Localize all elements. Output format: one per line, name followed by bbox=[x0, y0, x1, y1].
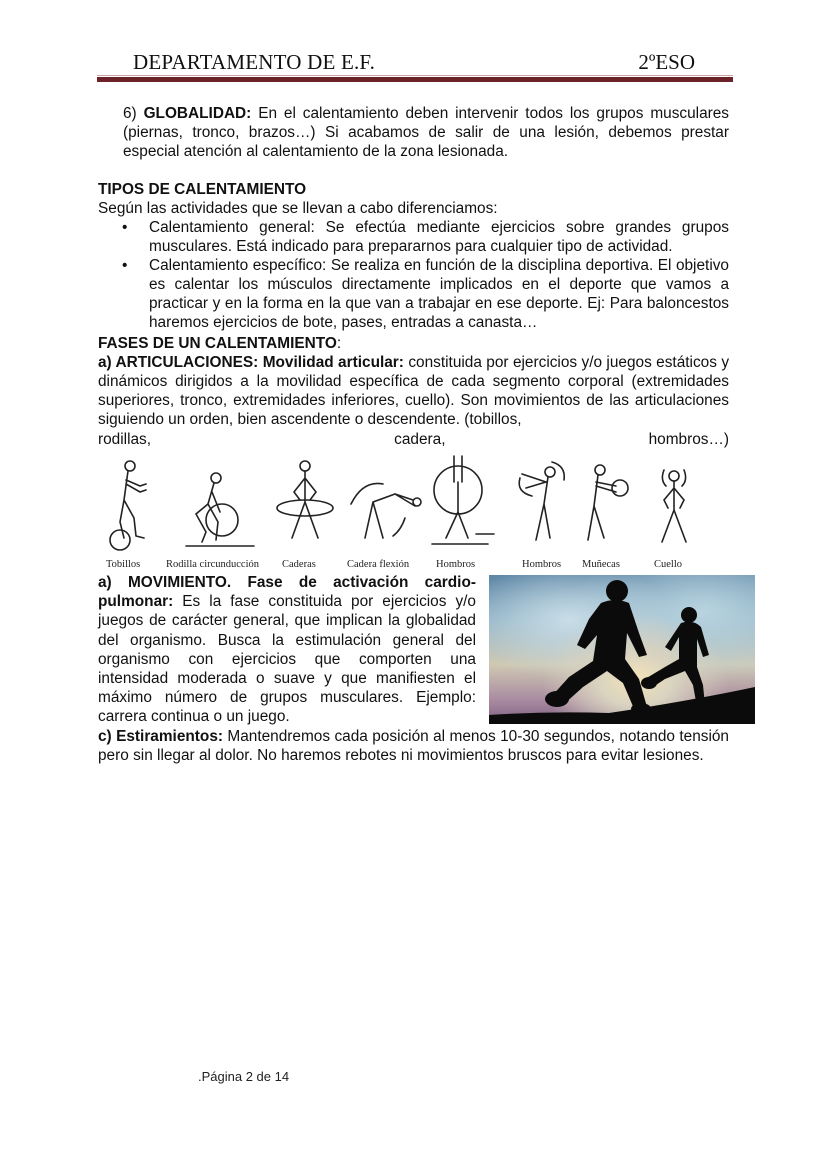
figure-hombros-2 bbox=[512, 452, 572, 574]
figure-cadera-flexion bbox=[343, 452, 423, 574]
word-rodillas: rodillas, bbox=[98, 431, 152, 448]
knee-circle-exercise-icon bbox=[166, 452, 266, 552]
shoulder-circle-exercise-icon bbox=[428, 452, 508, 552]
runners-photo bbox=[489, 575, 755, 724]
page-number: .Página 2 de 14 bbox=[198, 1069, 290, 1084]
movimiento-title: a) MOVIMIENTO. Fase de activación cardio-pulmonar: bbox=[98, 574, 476, 611]
word-cadera: cadera, bbox=[394, 431, 446, 448]
word-hombros: hombros…) bbox=[648, 431, 729, 448]
tipos-list bbox=[98, 218, 729, 332]
figure-label: Rodilla circunducción bbox=[166, 559, 260, 570]
estiramientos-title: c) Estiramientos: bbox=[98, 728, 223, 745]
figure-label: Tobillos bbox=[106, 559, 141, 570]
articulaciones-text: constituida por ejercicios y/o juegos estáticos y dinámicos dirigidos a la movilidad específica de cada segmento corporal (extremidades superiores, tronco, extremidades inferiores, cuello). Son movimientos de las articulaciones siguiendo un orden, bien ascendente o descendente. (tobillos, bbox=[98, 354, 730, 428]
figure-label: Cuello bbox=[654, 559, 682, 570]
list-item bbox=[98, 218, 729, 256]
fases-heading bbox=[98, 334, 341, 353]
figure-label: Hombros bbox=[436, 559, 476, 570]
hip-rotation-exercise-icon bbox=[270, 452, 340, 552]
articulaciones-title: a) ARTICULACIONES: Movilidad articular: bbox=[98, 354, 404, 371]
estiramientos-paragraph bbox=[98, 727, 729, 765]
movimiento-text: Es la fase constituida por ejercicios y/o juegos de carácter general, que implican la globalidad del organismo. Busca la estimulación general del organismo con ejercicios que comporten una intensidad moderada o suave y que manifiesten el máximo número de grupos musculares. Ejemplo: carrera continua o un juego. bbox=[98, 593, 476, 726]
hip-flexion-exercise-icon bbox=[343, 452, 423, 552]
shoulder-swing-exercise-icon bbox=[512, 452, 572, 552]
runners-silhouette-icon bbox=[489, 575, 755, 724]
tipos-intro: Según las actividades que se llevan a cabo diferenciamos: bbox=[98, 200, 498, 217]
globalidad-number: 6) bbox=[123, 105, 137, 122]
wrist-rotation-exercise-icon bbox=[576, 452, 636, 552]
figure-label: Hombros bbox=[522, 559, 562, 570]
list-item bbox=[98, 256, 729, 332]
header-divider bbox=[97, 77, 733, 82]
bullet-icon: • bbox=[122, 219, 128, 236]
figure-tobillos bbox=[100, 452, 150, 574]
neck-rotation-exercise-icon bbox=[646, 452, 706, 552]
ankle-exercise-icon bbox=[100, 452, 160, 552]
figure-label: Caderas bbox=[282, 559, 316, 570]
bullet-icon: • bbox=[122, 257, 128, 274]
page-header bbox=[97, 48, 733, 78]
figure-label: Muñecas bbox=[582, 559, 620, 570]
articulaciones-last-line bbox=[98, 430, 729, 449]
globalidad-paragraph bbox=[123, 104, 729, 161]
joint-mobility-figures bbox=[100, 452, 740, 574]
figure-hombros-1 bbox=[428, 452, 508, 574]
figure-label: Cadera flexión bbox=[347, 559, 410, 570]
estiramientos-text: Mantendremos cada posición al menos 10-30 segundos, notando tensión pero sin llegar al dolor. No haremos rebotes ni movimientos bruscos para evitar lesiones. bbox=[98, 728, 729, 764]
grade-label: 2ºESO bbox=[638, 50, 695, 74]
tipos-heading: TIPOS DE CALENTAMIENTO bbox=[98, 181, 307, 198]
fases-heading-colon: : bbox=[336, 335, 342, 352]
figure-rodilla bbox=[166, 452, 266, 574]
fases-heading-text: FASES DE UN CALENTAMIENTO bbox=[98, 335, 337, 352]
list-item-text: Calentamiento general: Se efectúa mediante ejercicios sobre grandes grupos musculares. Está indicado para prepararnos para cualquier tipo de actividad. bbox=[149, 219, 729, 255]
movimiento-paragraph bbox=[98, 573, 476, 727]
department-title: DEPARTAMENTO DE E.F. bbox=[133, 50, 376, 74]
articulaciones-paragraph bbox=[98, 353, 729, 429]
figure-munecas bbox=[576, 452, 636, 574]
globalidad-title: GLOBALIDAD: bbox=[143, 105, 252, 122]
list-item-text: Calentamiento específico: Se realiza en función de la disciplina deportiva. El objetivo es calentar los músculos directamente implicados en el deporte que vamos a practicar y en la forma en la que van a trabajar en ese deporte. Ej: Para baloncestos haremos ejercicios de bote, pases, entradas a canasta… bbox=[149, 257, 729, 331]
figure-cuello bbox=[646, 452, 706, 574]
figure-caderas bbox=[270, 452, 340, 574]
globalidad-text: En el calentamiento deben intervenir todos los grupos musculares (piernas, tronco, brazos…) Si acabamos de salir de una lesión, debemos prestar especial atención al calentamiento de la zona lesionada. bbox=[123, 105, 730, 160]
header-divider-thin bbox=[97, 75, 733, 76]
